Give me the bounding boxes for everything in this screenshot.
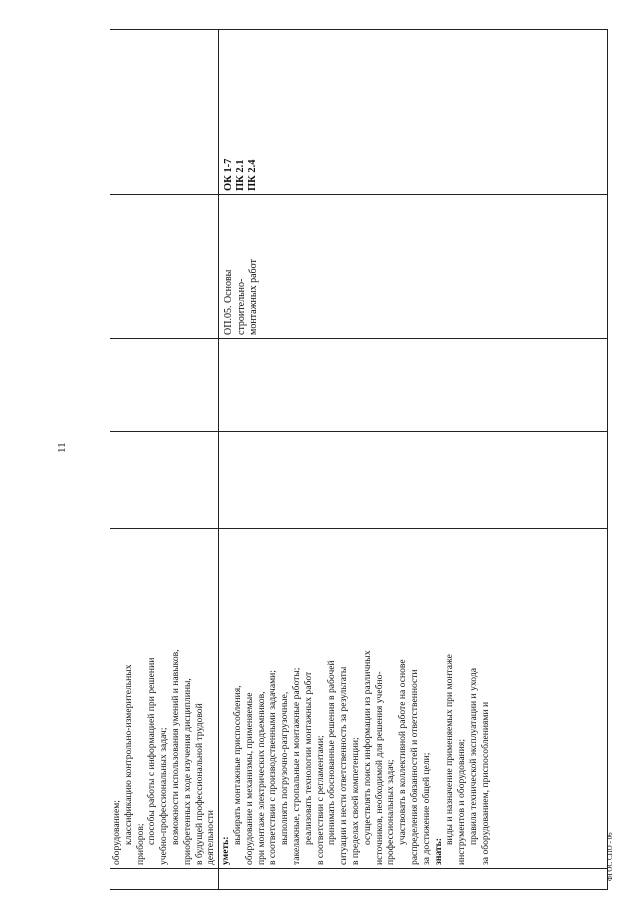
prev-block [110, 529, 218, 868]
text-line: в соответствии с производственными задачами; [267, 670, 279, 865]
skills-block [219, 529, 492, 868]
table-cell-index [219, 869, 608, 890]
text-line: реализовать технологии монтажных работ [302, 671, 314, 845]
text-line: приобретенных в ходе изучения дисциплины, [181, 678, 193, 865]
text-line: классификацию контрольно-измерительных [122, 664, 134, 845]
text-line: в будущей профессиональной трудовой [193, 703, 205, 865]
text-line: строительно- [235, 278, 247, 335]
table-cell-hours2-prev [110, 339, 219, 432]
competence-code: ОК 1-7 [223, 158, 235, 191]
text-line: ОП.05. Основы [223, 269, 235, 335]
table-row-op05 [219, 30, 608, 890]
table-cell-hours-mandatory [219, 339, 608, 432]
page-number: 11 [56, 442, 68, 453]
text-line: распределения обязанностей и ответственности [408, 669, 420, 865]
text-line: деятельности [205, 810, 217, 865]
text-line: за достижение общей цели; [420, 752, 432, 865]
text-line: ситуации и нести ответственность за результаты [338, 666, 350, 865]
text-line: виды и назначение применяемых при монтаже [444, 654, 456, 845]
text-line: при монтаже электрических подъемников, [255, 691, 267, 865]
znat-heading: знать: [432, 838, 444, 865]
table-cell-prev-content [110, 529, 219, 869]
umet-heading: уметь: [220, 836, 232, 865]
text-line: возможности использования умений и навыков, [169, 649, 181, 845]
table-cell-discipline [219, 195, 608, 339]
table-cell-discipline-prev [110, 195, 219, 339]
text-line: профессиональных задач; [385, 759, 397, 865]
text-line: инструментов и оборудования; [456, 739, 468, 865]
text-line: правила технической эксплуатации и ухода [467, 668, 479, 845]
text-line: оборудование и механизмы, применяемые [243, 692, 255, 865]
text-line: выполнять погрузочно-разгрузочные, [279, 691, 291, 845]
table-cell-skills [219, 529, 608, 869]
text-line: такелажные, стропальные и монтажные работы; [290, 667, 302, 865]
table-cell-codes-prev [110, 30, 219, 195]
text-line: приборов; [134, 823, 146, 865]
footer-code: ФГОС СПО - 06 [606, 832, 614, 881]
text-line: монтажных работ [248, 259, 260, 335]
competence-code: ПК 2.4 [247, 159, 259, 191]
text-line: способы работы с информацией при решении [146, 657, 158, 845]
table-cell-hours-total [219, 432, 608, 529]
text-line: в пределах своей компетенции; [349, 737, 361, 865]
fgos-table [110, 29, 608, 890]
text-line: учебно-профессиональных задач; [158, 727, 170, 865]
competence-code: ПК 2.1 [235, 159, 247, 191]
text-line: принимать обоснованные решения в рабочей [326, 660, 338, 845]
competence-codes [219, 30, 263, 194]
table-row-continued [110, 30, 219, 890]
text-line: оборудованием; [111, 800, 122, 865]
text-line: участвовать в коллективной работе на основе [397, 659, 409, 845]
table-cell-index-prev [110, 869, 219, 890]
text-line: в соответствии с регламентами; [314, 735, 326, 865]
text-line: источников, необходимой для решения учебно- [373, 671, 385, 865]
text-line: осуществлять поиск информации из различных [361, 650, 373, 845]
text-line: за оборудованием, приспособлениями и [479, 701, 491, 865]
text-line: выбирать монтажные приспособления, [231, 685, 243, 845]
discipline-name [219, 195, 265, 338]
table-cell-hours-prev [110, 432, 219, 529]
table-cell-competences [219, 30, 608, 195]
